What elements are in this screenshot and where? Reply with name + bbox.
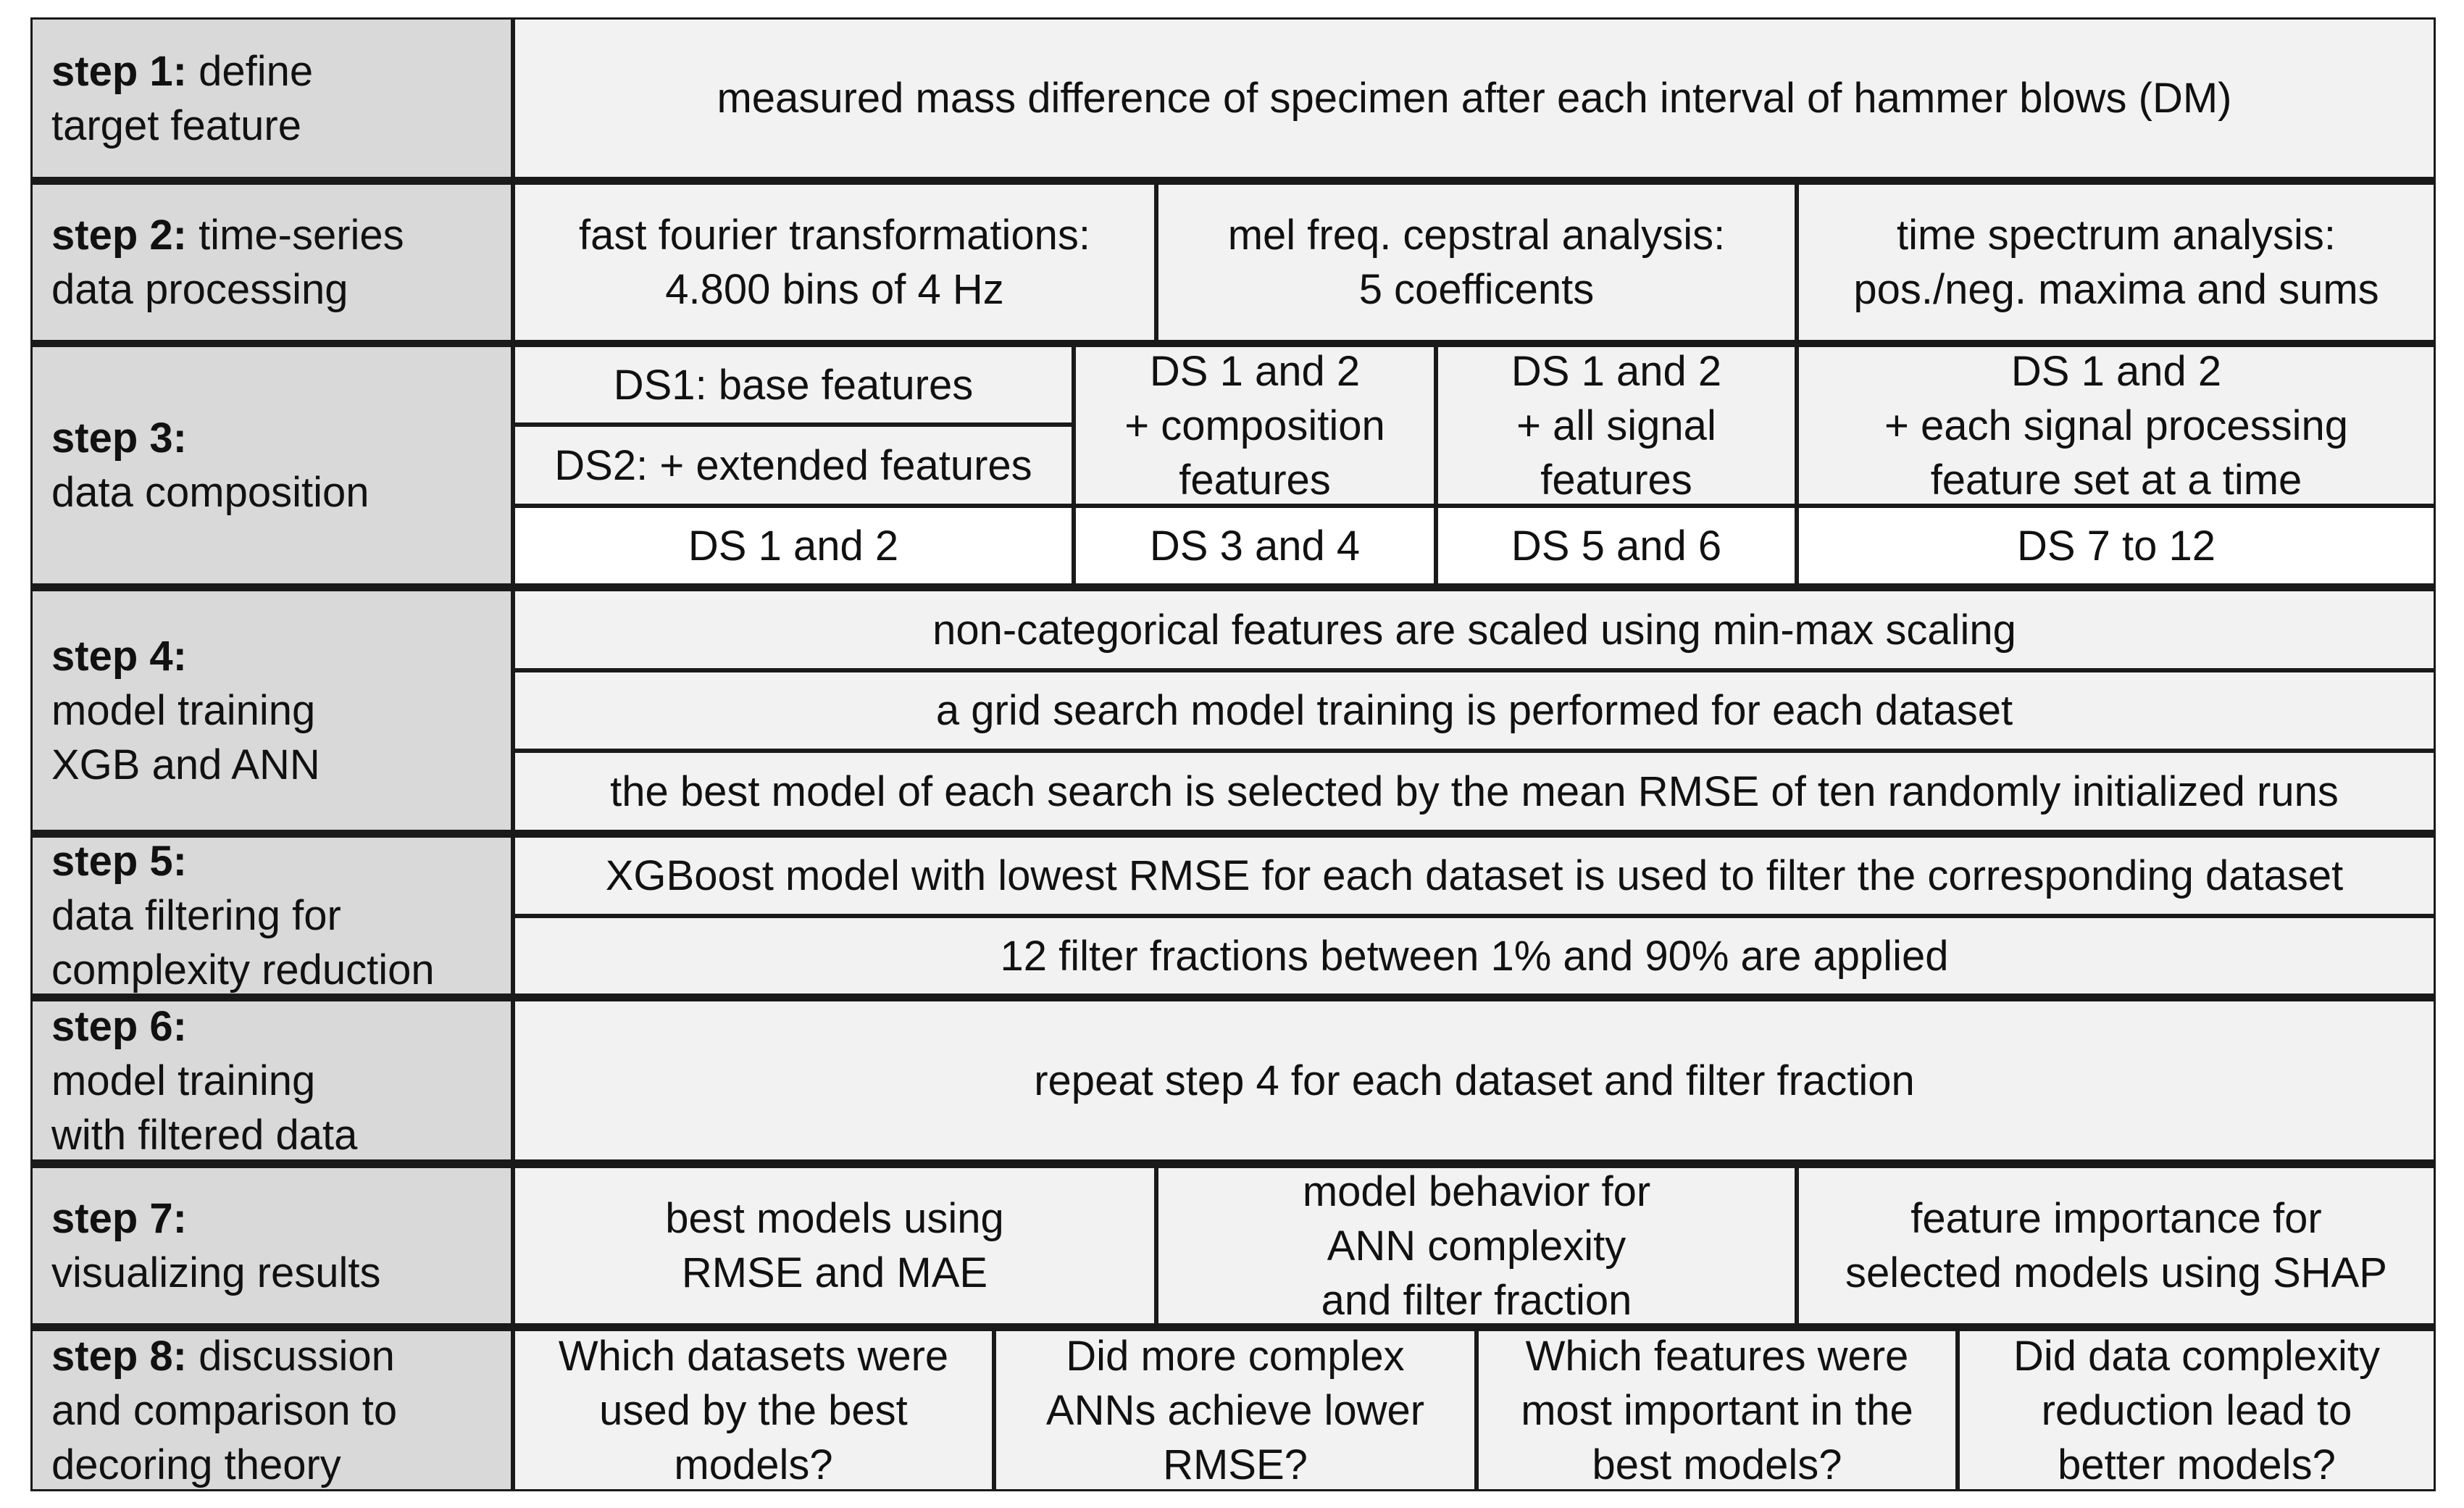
step-7-cell-3-text: feature importance for selected models using SHAP: [1845, 1195, 2387, 1296]
step-1-number: step 1:: [51, 47, 187, 95]
step-3-cell-3: [1074, 345, 1436, 506]
step-8-cell-3: [1477, 1329, 1958, 1491]
step-3-cell-7: [1074, 506, 1436, 586]
step-8-cell-3-text: Which features were most important in the best models?: [1521, 1332, 1913, 1488]
step-2-cell-3: [1797, 183, 2436, 342]
step-4-number: step 4:: [51, 633, 187, 680]
step-3-cell-2: [513, 425, 1074, 506]
step-3-cell-6: [513, 506, 1074, 586]
band-separator: [30, 178, 2436, 184]
step-7-cell-1: [513, 1166, 1156, 1325]
step-4-label: [30, 589, 513, 832]
step-5-cell-2-text: 12 filter fractions between 1% and 90% are applied: [1000, 932, 1949, 980]
step-7-label: [30, 1166, 513, 1325]
step-5-number: step 5:: [51, 838, 187, 885]
step-8-label: [30, 1329, 513, 1491]
step-3-cell-7-text: DS 3 and 4: [1149, 522, 1361, 570]
step-8-cell-4: [1958, 1329, 2436, 1491]
step-3-number: step 3:: [51, 415, 187, 462]
step-7-cell-1-text: best models using RMSE and MAE: [665, 1195, 1004, 1296]
step-1-label: [30, 17, 513, 179]
band-separator: [30, 1160, 2436, 1167]
step-2-cell-3-text: time spectrum analysis: pos./neg. maxima and sums: [1853, 212, 2379, 313]
step-3-cell-6-text: DS 1 and 2: [688, 522, 899, 570]
step-7-cell-2: [1156, 1166, 1797, 1325]
band-separator: [30, 1324, 2436, 1330]
step-4-cell-1: [513, 589, 2436, 670]
step-7-number: step 7:: [51, 1195, 187, 1242]
step-6-cell-1-text: repeat step 4 for each dataset and filter fraction: [1034, 1057, 1915, 1104]
step-3-cell-9-text: DS 7 to 12: [2016, 522, 2216, 570]
step-8-cell-4-text: Did data complexity reduction lead to better models?: [2013, 1332, 2381, 1488]
band-separator: [30, 994, 2436, 1001]
step-2-label: [30, 183, 513, 342]
band-separator: [30, 584, 2436, 591]
step-4-cell-2-text: a grid search model training is performed for each dataset: [935, 687, 2013, 734]
step-2-cell-1: [513, 183, 1156, 342]
step-1-title: define target feature: [51, 47, 314, 149]
step-2-title: time-series data processing: [51, 212, 404, 313]
step-6-label: [30, 999, 513, 1162]
step-3-title: data composition: [51, 469, 369, 516]
step-3-cell-3-text: DS 1 and 2 + composition features: [1124, 347, 1385, 504]
step-8-cell-1: [513, 1329, 994, 1491]
step-3-cell-8-text: DS 5 and 6: [1511, 522, 1722, 570]
step-3-cell-8: [1436, 506, 1797, 586]
step-7-cell-3: [1797, 1166, 2436, 1325]
step-7-title: visualizing results: [51, 1249, 381, 1296]
step-6-title: model training with filtered data: [51, 1057, 358, 1159]
step-1-cell-1: [513, 17, 2436, 179]
step-8-cell-2: [994, 1329, 1477, 1491]
step-3-cell-4: [1436, 345, 1797, 506]
step-6-number: step 6:: [51, 1002, 187, 1050]
step-3-cell-5: [1797, 345, 2436, 506]
step-6-cell-1: [513, 999, 2436, 1162]
step-4-cell-3: [513, 751, 2436, 832]
step-3-cell-2-text: DS2: + extended features: [554, 441, 1032, 489]
step-3-cell-1-text: DS1: base features: [613, 361, 974, 409]
step-5-label: [30, 836, 513, 996]
step-8-number: step 8:: [51, 1332, 187, 1380]
step-5-title: data filtering for complexity reduction: [51, 892, 435, 993]
step-3-cell-1: [513, 345, 1074, 425]
step-7-cell-2-text: model behavior for ANN complexity and filter fraction: [1302, 1167, 1651, 1324]
step-4-cell-1-text: non-categorical features are scaled using min-max scaling: [932, 606, 2016, 654]
step-4-cell-2: [513, 670, 2436, 751]
step-4-title: model training XGB and ANN: [51, 687, 320, 788]
step-8-cell-2-text: Did more complex ANNs achieve lower RMSE?: [1045, 1332, 1425, 1488]
step-3-label: [30, 345, 513, 586]
band-separator: [30, 341, 2436, 346]
step-2-cell-2-text: mel freq. cepstral analysis: 5 coefficents: [1227, 212, 1726, 313]
step-5-cell-1: [513, 836, 2436, 916]
step-2-cell-1-text: fast fourier transformations: 4.800 bins of 4 Hz: [579, 212, 1090, 313]
step-8-cell-1-text: Which datasets were used by the best models?: [558, 1332, 949, 1488]
step-2-number: step 2:: [51, 212, 187, 259]
step-2-cell-2: [1156, 183, 1797, 342]
step-3-cell-4-text: DS 1 and 2 + all signal features: [1511, 347, 1722, 504]
step-5-cell-1-text: XGBoost model with lowest RMSE for each dataset is used to filter the corresponding dataset: [605, 852, 2344, 899]
step-5-cell-2: [513, 916, 2436, 996]
step-8-title: discussion and comparison to decoring theory: [51, 1332, 398, 1488]
step-3-cell-5-text: DS 1 and 2 + each signal processing feature set at a time: [1884, 347, 2348, 504]
step-4-cell-3-text: the best model of each search is selected by the mean RMSE of ten randomly initialized runs: [610, 767, 2339, 815]
band-separator: [30, 830, 2436, 837]
step-1-cell-1-text: measured mass difference of specimen after each interval of hammer blows (DM): [717, 75, 2232, 122]
step-3-cell-9: [1797, 506, 2436, 586]
